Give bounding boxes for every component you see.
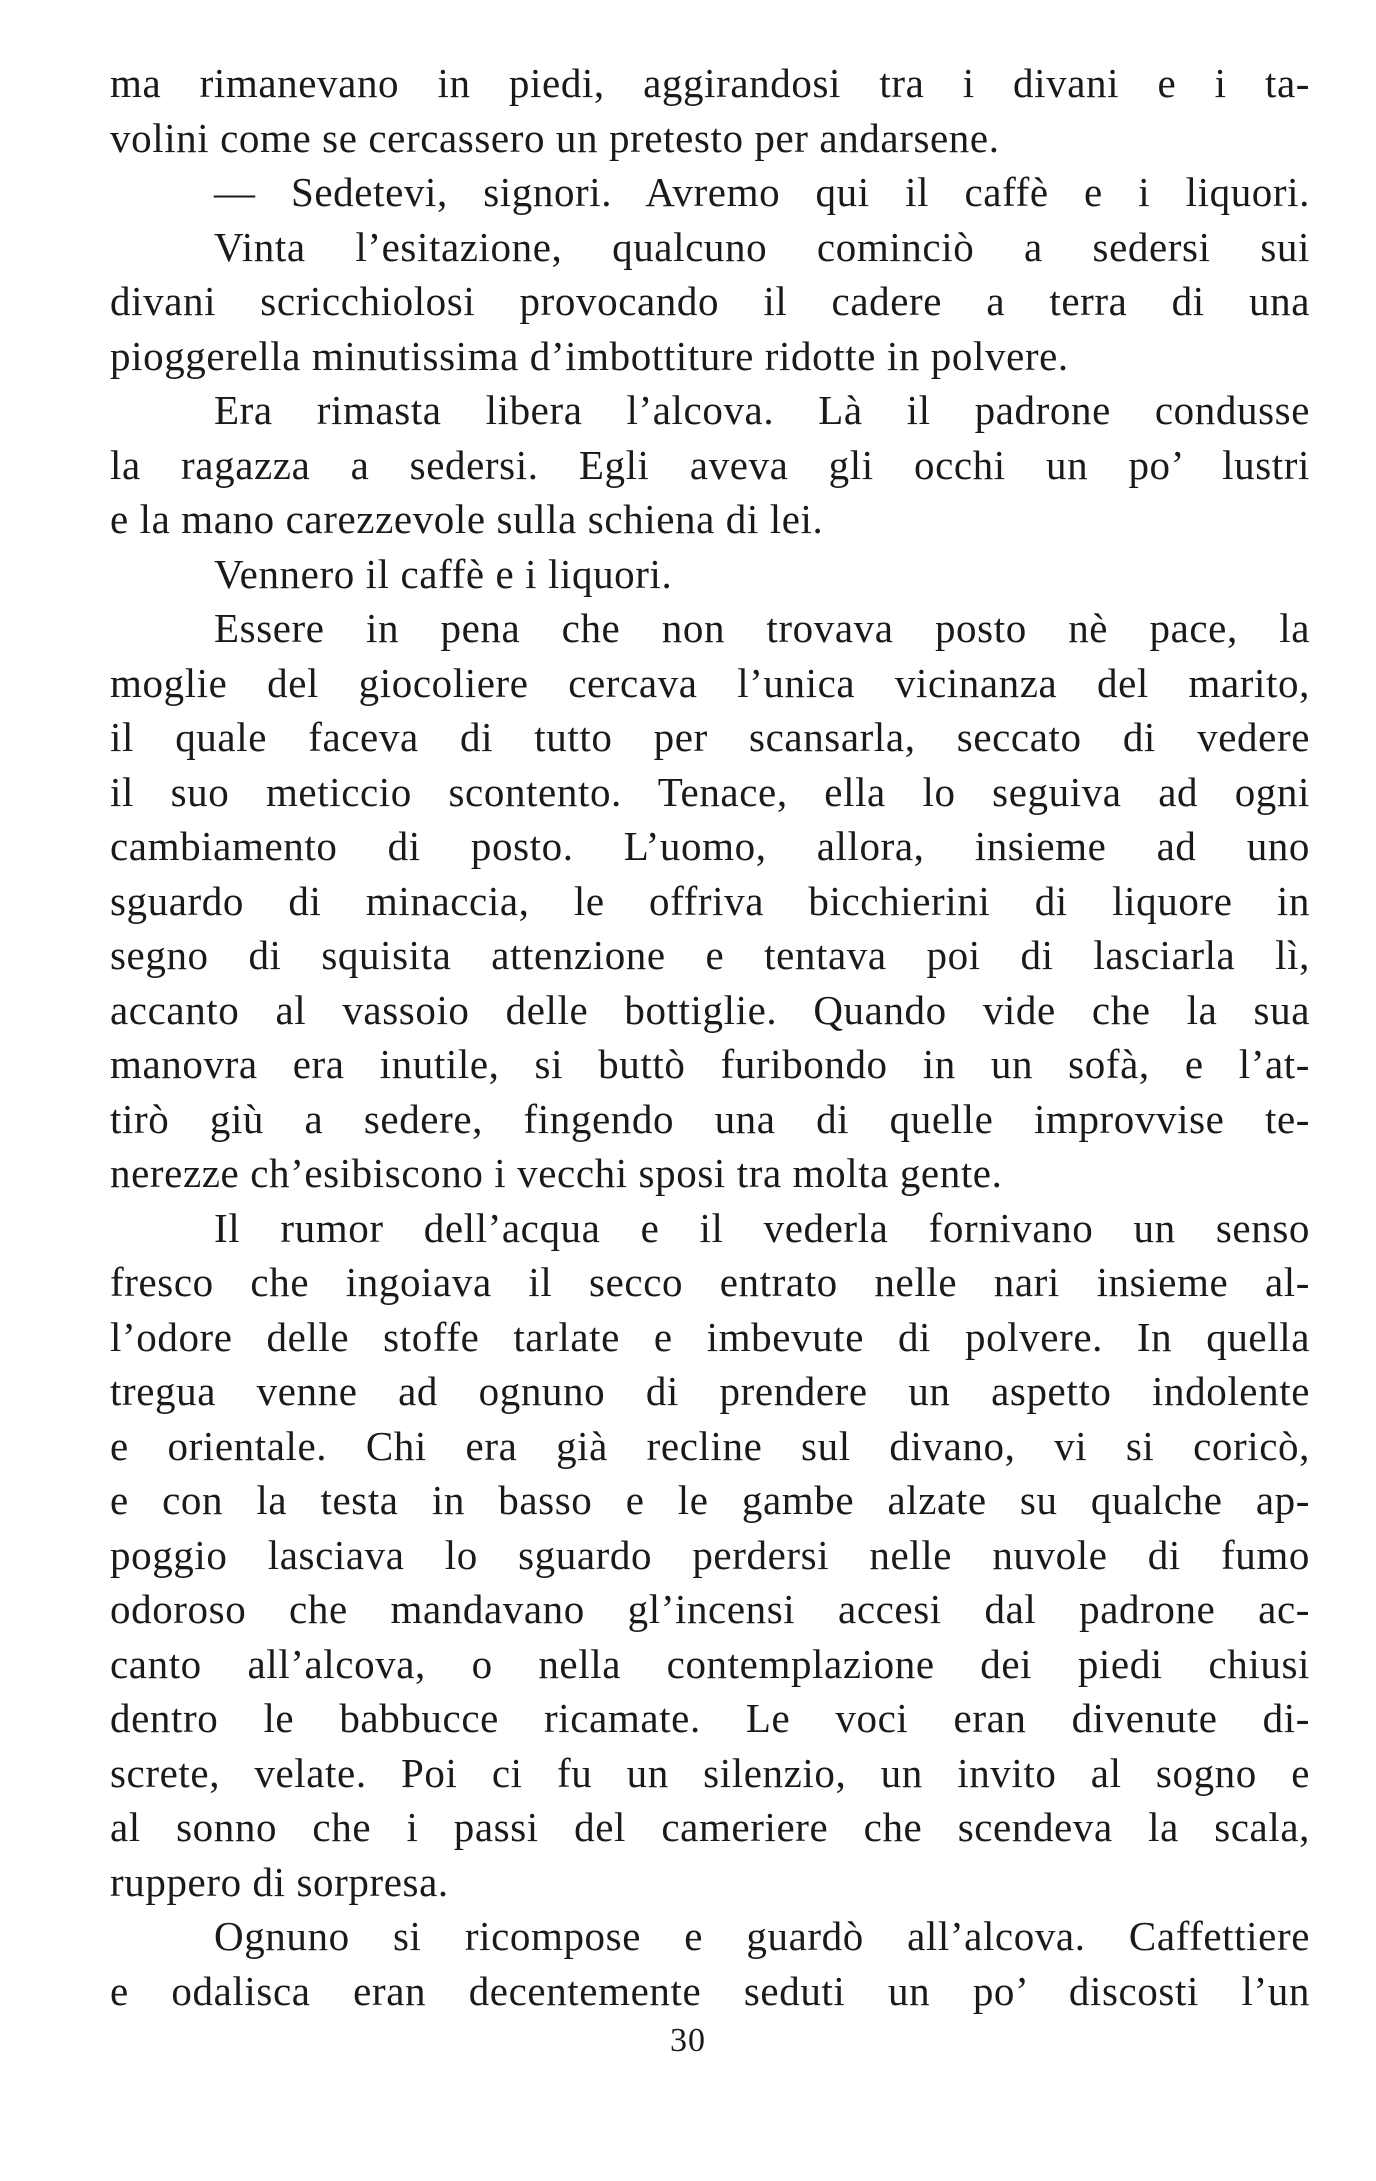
text-line: il suo meticcio scontento. Tenace, ella lo seguiva ad ogni bbox=[110, 768, 1310, 815]
text-line: pioggerella minutissima d’imbottiture ridotte in polvere. bbox=[110, 332, 1069, 379]
text-line: sguardo di minaccia, le offriva bicchierini di liquore in bbox=[110, 877, 1310, 924]
text-line: ma rimanevano in piedi, aggirandosi tra i divani e i ta- bbox=[110, 60, 1310, 106]
text-line: volini come se cercassero un pretesto per andarsene. bbox=[110, 114, 1000, 161]
text-line: e orientale. Chi era già recline sul divano, vi si coricò, bbox=[110, 1422, 1310, 1469]
text-line: segno di squisita attenzione e tentava poi di lasciarla lì, bbox=[110, 932, 1310, 978]
text-line: tregua venne ad ognuno di prendere un aspetto indolente bbox=[110, 1368, 1310, 1414]
text-line: Vinta l’esitazione, qualcuno cominciò a sedersi sui bbox=[214, 223, 1310, 270]
text-line: manovra era inutile, si buttò furibondo in un sofà, e l’at- bbox=[110, 1041, 1310, 1087]
text-line: e odalisca eran decentemente seduti un po’ discosti l’un bbox=[110, 1967, 1310, 2014]
text-line: l’odore delle stoffe tarlate e imbevute di polvere. In quella bbox=[110, 1313, 1310, 1360]
text-line: dentro le babbucce ricamate. Le voci eran divenute di- bbox=[110, 1695, 1310, 1741]
text-line: Il rumor dell’acqua e il vederla fornivano un senso bbox=[214, 1204, 1310, 1251]
text-line: canto all’alcova, o nella contemplazione dei piedi chiusi bbox=[110, 1640, 1310, 1687]
text-line: il quale faceva di tutto per scansarla, seccato di vedere bbox=[110, 714, 1310, 760]
text-line: — Sedetevi, signori. Avremo qui il caffè e i liquori. bbox=[214, 169, 1310, 215]
text-line: ruppero di sorpresa. bbox=[110, 1858, 449, 1905]
text-line: accanto al vassoio delle bottiglie. Quando vide che la sua bbox=[110, 986, 1310, 1033]
page-number: 30 bbox=[670, 2022, 706, 2059]
text-line: poggio lasciava lo sguardo perdersi nelle nuvole di fumo bbox=[110, 1531, 1310, 1578]
text-line: screte, velate. Poi ci fu un silenzio, un invito al sogno e bbox=[110, 1749, 1310, 1796]
text-line: nerezze ch’esibiscono i vecchi sposi tra molta gente. bbox=[110, 1150, 1003, 1196]
text-line: la ragazza a sedersi. Egli aveva gli occhi un po’ lustri bbox=[110, 441, 1310, 488]
text-line: Era rimasta libera l’alcova. Là il padrone condusse bbox=[214, 387, 1310, 433]
text-line: cambiamento di posto. L’uomo, allora, insieme ad uno bbox=[110, 823, 1310, 869]
body-text bbox=[110, 56, 1310, 2018]
text-line: e la mano carezzevole sulla schiena di lei. bbox=[110, 496, 824, 542]
text-line: Ognuno si ricompose e guardò all’alcova. Caffettiere bbox=[214, 1913, 1310, 1959]
text-line: odoroso che mandavano gl’incensi accesi dal padrone ac- bbox=[110, 1586, 1310, 1632]
text-line: Vennero il caffè e i liquori. bbox=[214, 550, 673, 597]
text-line: al sonno che i passi del cameriere che scendeva la scala, bbox=[110, 1804, 1310, 1850]
text-line: divani scricchiolosi provocando il cadere a terra di una bbox=[110, 278, 1310, 324]
text-line: tirò giù a sedere, fingendo una di quelle improvvise te- bbox=[110, 1095, 1310, 1142]
text-line: e con la testa in basso e le gambe alzate su qualche ap- bbox=[110, 1477, 1310, 1523]
text-line: moglie del giocoliere cercava l’unica vicinanza del marito, bbox=[110, 659, 1310, 706]
text-line: fresco che ingoiava il secco entrato nelle nari insieme al- bbox=[110, 1259, 1310, 1305]
text-line: Essere in pena che non trovava posto nè pace, la bbox=[214, 605, 1310, 651]
